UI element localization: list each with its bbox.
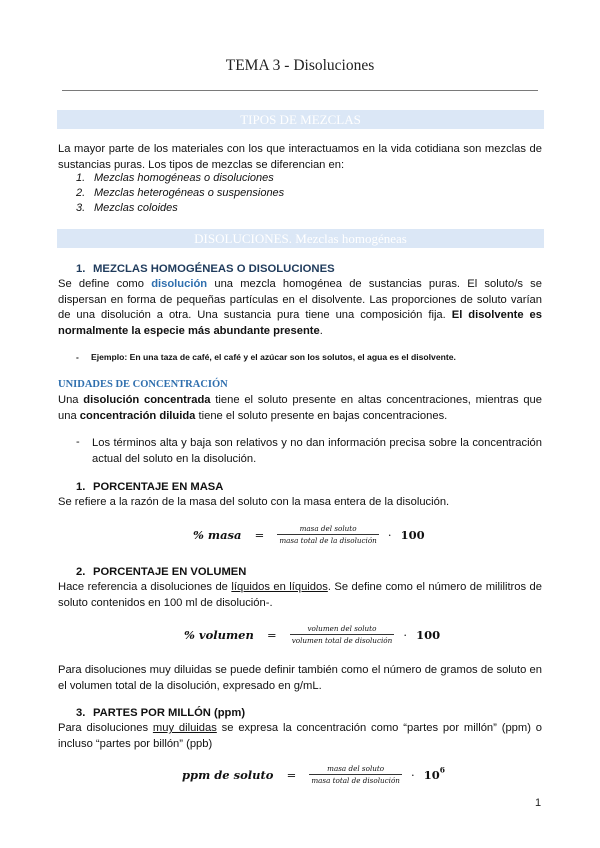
underlined-run: líquidos en líquidos xyxy=(231,581,328,593)
formula-equals: = xyxy=(254,528,265,542)
formula-fraction xyxy=(277,524,378,545)
formula-exponent: 6 xyxy=(439,765,445,775)
formula-multiply: · xyxy=(387,528,392,542)
formula-fraction xyxy=(309,764,402,785)
page-title: TEMA 3 - Disoluciones xyxy=(225,57,375,74)
fraction-denominator: masa total de la disolución xyxy=(279,536,377,545)
heading-number: 1. xyxy=(76,263,86,275)
formula-mass xyxy=(193,524,425,545)
text-run: una mezcla homogénea de sustancias puras. El soluto/s se dispersan en forma de pequeñas partículas en el disolvente. Las proporciones de soluto varían de una disolución a otra. Una sustancia pura tiene una composición fija. xyxy=(58,278,542,322)
heading-number: 1. xyxy=(76,481,86,493)
formula-factor: 100 xyxy=(400,528,425,542)
formula-ppm xyxy=(182,764,445,785)
text-run: Se define como xyxy=(58,278,152,290)
formula-lhs: ppm de soluto xyxy=(182,768,274,782)
section-band-disoluciones: DISOLUCIONES. Mezclas homogéneas xyxy=(57,229,544,248)
fraction-numerator: masa del soluto xyxy=(309,764,402,775)
formula-fraction xyxy=(290,624,395,645)
list-item xyxy=(76,172,274,184)
heading-porcentaje-volumen xyxy=(76,566,246,578)
intro-paragraph: La mayor parte de los materiales con los que interactuamos en la vida cotidiana son mezclas de sustancias puras. Los tipos de mezclas se diferencian en: xyxy=(58,143,542,171)
fraction-denominator: masa total de disolución xyxy=(311,776,400,785)
formula-volume xyxy=(184,624,440,645)
example-line xyxy=(76,352,456,362)
list-number: 3. xyxy=(76,202,86,214)
fraction-numerator: masa del soluto xyxy=(277,524,378,535)
definition-paragraph xyxy=(58,277,542,339)
example-text: Ejemplo: En una taza de café, el café y el azúcar son los solutos, el agua es el disolvente. xyxy=(91,352,456,362)
heading-unidades: UNIDADES DE CONCENTRACIÓN xyxy=(58,379,228,390)
term-disolucion: disolución xyxy=(151,278,208,290)
formula-equals: = xyxy=(286,768,297,782)
text-run: Para disoluciones xyxy=(58,722,153,734)
volume-paragraph xyxy=(58,580,542,611)
heading-porcentaje-masa xyxy=(76,481,223,493)
text-run: tiene el soluto presente en bajas concentraciones. xyxy=(195,409,448,422)
units-paragraph xyxy=(58,393,542,424)
formula-equals: = xyxy=(266,628,277,642)
fraction-denominator: volumen total de disolución xyxy=(291,636,393,645)
title-divider xyxy=(62,90,538,91)
mass-paragraph: Se refiere a la razón de la masa del soluto con la masa entera de la disolución. xyxy=(58,496,450,508)
text-run: Hace referencia a disoluciones de xyxy=(58,581,232,593)
text-run: tiene el soluto presente en altas concentraciones, mientras que una xyxy=(58,394,542,422)
list-item xyxy=(76,202,178,214)
heading-number: 2. xyxy=(76,566,86,578)
section-band-tipos: TIPOS DE MEZCLAS xyxy=(57,110,544,129)
fraction-numerator: volumen del soluto xyxy=(290,624,395,635)
text-run: . xyxy=(319,324,323,337)
dash-bullet: - xyxy=(76,352,79,362)
heading-number: 3. xyxy=(76,707,86,719)
underlined-run: muy diluidas xyxy=(152,722,217,734)
heading-text: PORCENTAJE EN VOLUMEN xyxy=(93,566,247,578)
heading-ppm xyxy=(76,707,245,719)
list-number: 2. xyxy=(76,187,86,199)
heading-text: PORCENTAJE EN MASA xyxy=(93,481,224,493)
bold-run: concentración diluida xyxy=(79,409,196,422)
list-item xyxy=(76,187,284,199)
formula-multiply: · xyxy=(411,768,415,782)
note-text: Los términos alta y baja son relativos y no dan información precisa sobre la concentración actual del soluto en la disolución. xyxy=(92,437,542,465)
formula-factor: 100 xyxy=(416,628,441,642)
list-text: Mezclas homogéneas o disoluciones xyxy=(94,172,274,184)
text-run: Una xyxy=(58,394,84,406)
volume-after-paragraph: Para disoluciones muy diluidas se puede definir también como el número de gramos de soluto en el volumen total de la disolución, expresado en g/mL. xyxy=(58,664,542,692)
text-run: . Se define como el número de mililitros de soluto contenidos en 100 ml de disolución-. xyxy=(58,581,542,609)
heading-text: MEZCLAS HOMOGÉNEAS O DISOLUCIONES xyxy=(93,263,335,275)
dash-bullet: - xyxy=(76,436,80,448)
formula-lhs: % volumen xyxy=(184,628,254,642)
ppm-paragraph xyxy=(58,721,542,752)
list-number: 1. xyxy=(76,172,86,184)
heading-mezclas-homogeneas xyxy=(76,263,335,275)
text-run: se expresa la concentración como “partes por millón” (ppm) o incluso “partes por billón” (ppb) xyxy=(58,722,542,750)
note-item xyxy=(76,436,542,467)
bold-run: disolución concentrada xyxy=(83,394,211,406)
page-number: 1 xyxy=(535,797,542,809)
list-text: Mezclas heterogéneas o suspensiones xyxy=(94,187,285,199)
formula-lhs: % masa xyxy=(193,528,242,542)
bold-run: El disolvente es normalmente la especie más abundante presente xyxy=(58,309,543,337)
formula-base: 10 xyxy=(423,768,440,782)
formula-multiply: · xyxy=(403,628,407,642)
heading-text: PARTES POR MILLÓN (ppm) xyxy=(93,707,246,719)
list-text: Mezclas coloides xyxy=(94,202,178,214)
